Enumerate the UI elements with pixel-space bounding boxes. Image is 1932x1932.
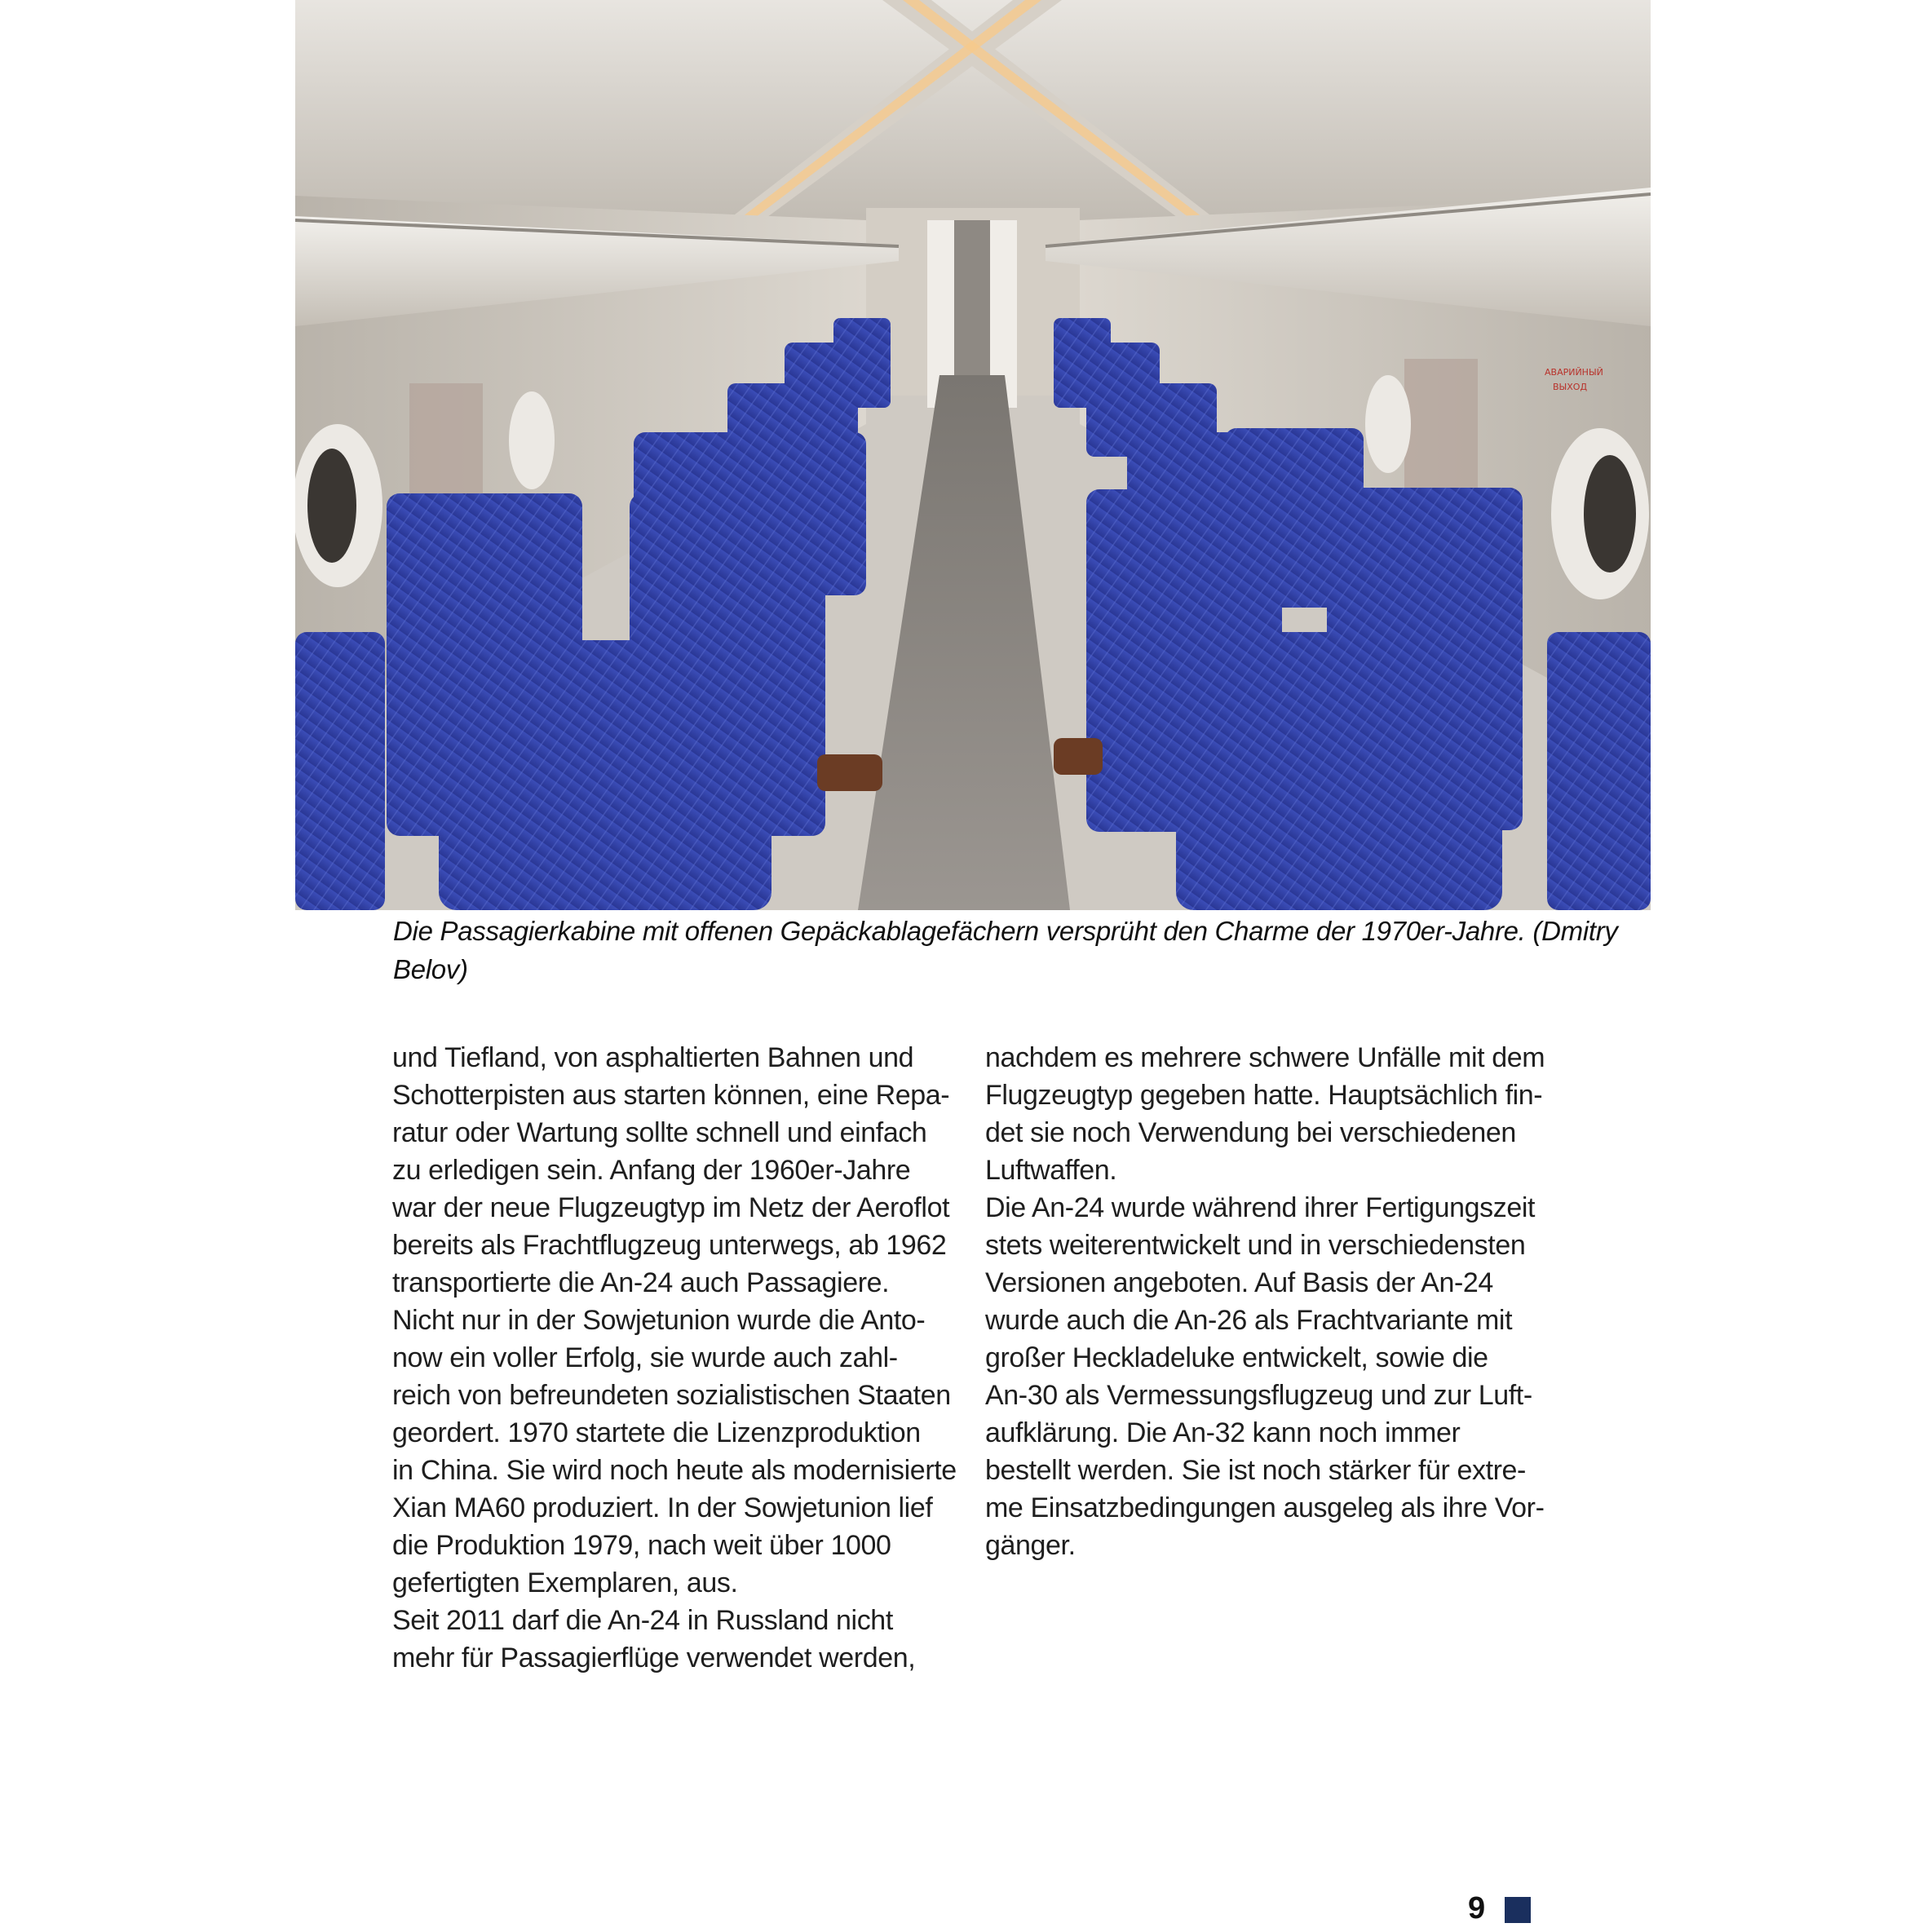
text-line: gefertigten Exemplaren, aus. (392, 1567, 738, 1598)
text-line: det sie noch Verwendung bei verschiedenen (985, 1117, 1516, 1148)
text-line: großer Heckladeluke entwickelt, sowie die (985, 1342, 1488, 1373)
text-line: Xian MA60 produziert. In der Sowjetunion lief (392, 1492, 933, 1523)
text-line: stets weiterentwickelt und in verschiedensten (985, 1230, 1526, 1261)
text-line: me Einsatzbedingungen ausgeleg als ihre Vor- (985, 1492, 1545, 1523)
text-line: bereits als Frachtflugzeug unterwegs, ab 1962 (392, 1230, 947, 1261)
text-line: aufklärung. Die An-32 kann noch immer (985, 1417, 1461, 1448)
page-marker-square (1505, 1897, 1531, 1923)
text-line: die Produktion 1979, nach weit über 1000 (392, 1530, 891, 1561)
emergency-sign-line-1: АВАРИЙНЫЙ (1545, 367, 1603, 378)
text-line: Flugzeugtyp gegeben hatte. Hauptsächlich fin- (985, 1080, 1543, 1111)
text-line: reich von befreundeten sozialistischen Staaten (392, 1380, 951, 1411)
emergency-sign-line-2: ВЫХОД (1553, 382, 1588, 392)
text-line: geordert. 1970 startete die Lizenzproduktion (392, 1417, 921, 1448)
text-line: und Tiefland, von asphaltierten Bahnen und (392, 1042, 914, 1073)
text-line: nachdem es mehrere schwere Unfälle mit dem (985, 1042, 1545, 1073)
text-line: Schotterpisten aus starten können, eine Repa- (392, 1080, 950, 1111)
text-line: Die An-24 wurde während ihrer Fertigungszeit (985, 1192, 1536, 1223)
text-line: Seit 2011 darf die An-24 in Russland nicht (392, 1605, 893, 1636)
body-text-left-column (392, 1039, 957, 1677)
text-line: zu erledigen sein. Anfang der 1960er-Jahre (392, 1155, 911, 1186)
text-line: ratur oder Wartung sollte schnell und einfach (392, 1117, 927, 1148)
caption-line: Belov) (393, 954, 468, 984)
figure-caption (393, 912, 1618, 988)
page-number: 9 (1468, 1891, 1486, 1925)
text-line: transportierte die An-24 auch Passagiere. (392, 1267, 890, 1298)
text-line: war der neue Flugzeugtyp im Netz der Aeroflot (392, 1192, 950, 1223)
text-line: Luftwaffen. (985, 1155, 1117, 1186)
cabin-photo (295, 0, 1651, 910)
text-line: now ein voller Erfolg, sie wurde auch zahl- (392, 1342, 898, 1373)
text-line: bestellt werden. Sie ist noch stärker für extre- (985, 1455, 1526, 1486)
text-line: mehr für Passagierflüge verwendet werden, (392, 1642, 916, 1673)
cabin-photo-graphic (295, 0, 1651, 910)
text-line: wurde auch die An-26 als Frachtvariante mit (985, 1305, 1513, 1336)
text-line: Versionen angeboten. Auf Basis der An-24 (985, 1267, 1493, 1298)
text-line: An-30 als Vermessungsflugzeug und zur Luft- (985, 1380, 1532, 1411)
text-line: in China. Sie wird noch heute als modernisierte (392, 1455, 957, 1486)
body-text-right-column (985, 1039, 1545, 1564)
text-line: Nicht nur in der Sowjetunion wurde die Anto- (392, 1305, 926, 1336)
text-line: gänger. (985, 1530, 1076, 1561)
caption-line: Die Passagierkabine mit offenen Gepäckablagefächern versprüht den Charme der 1970er-Jahre. (Dmitry (393, 916, 1618, 946)
